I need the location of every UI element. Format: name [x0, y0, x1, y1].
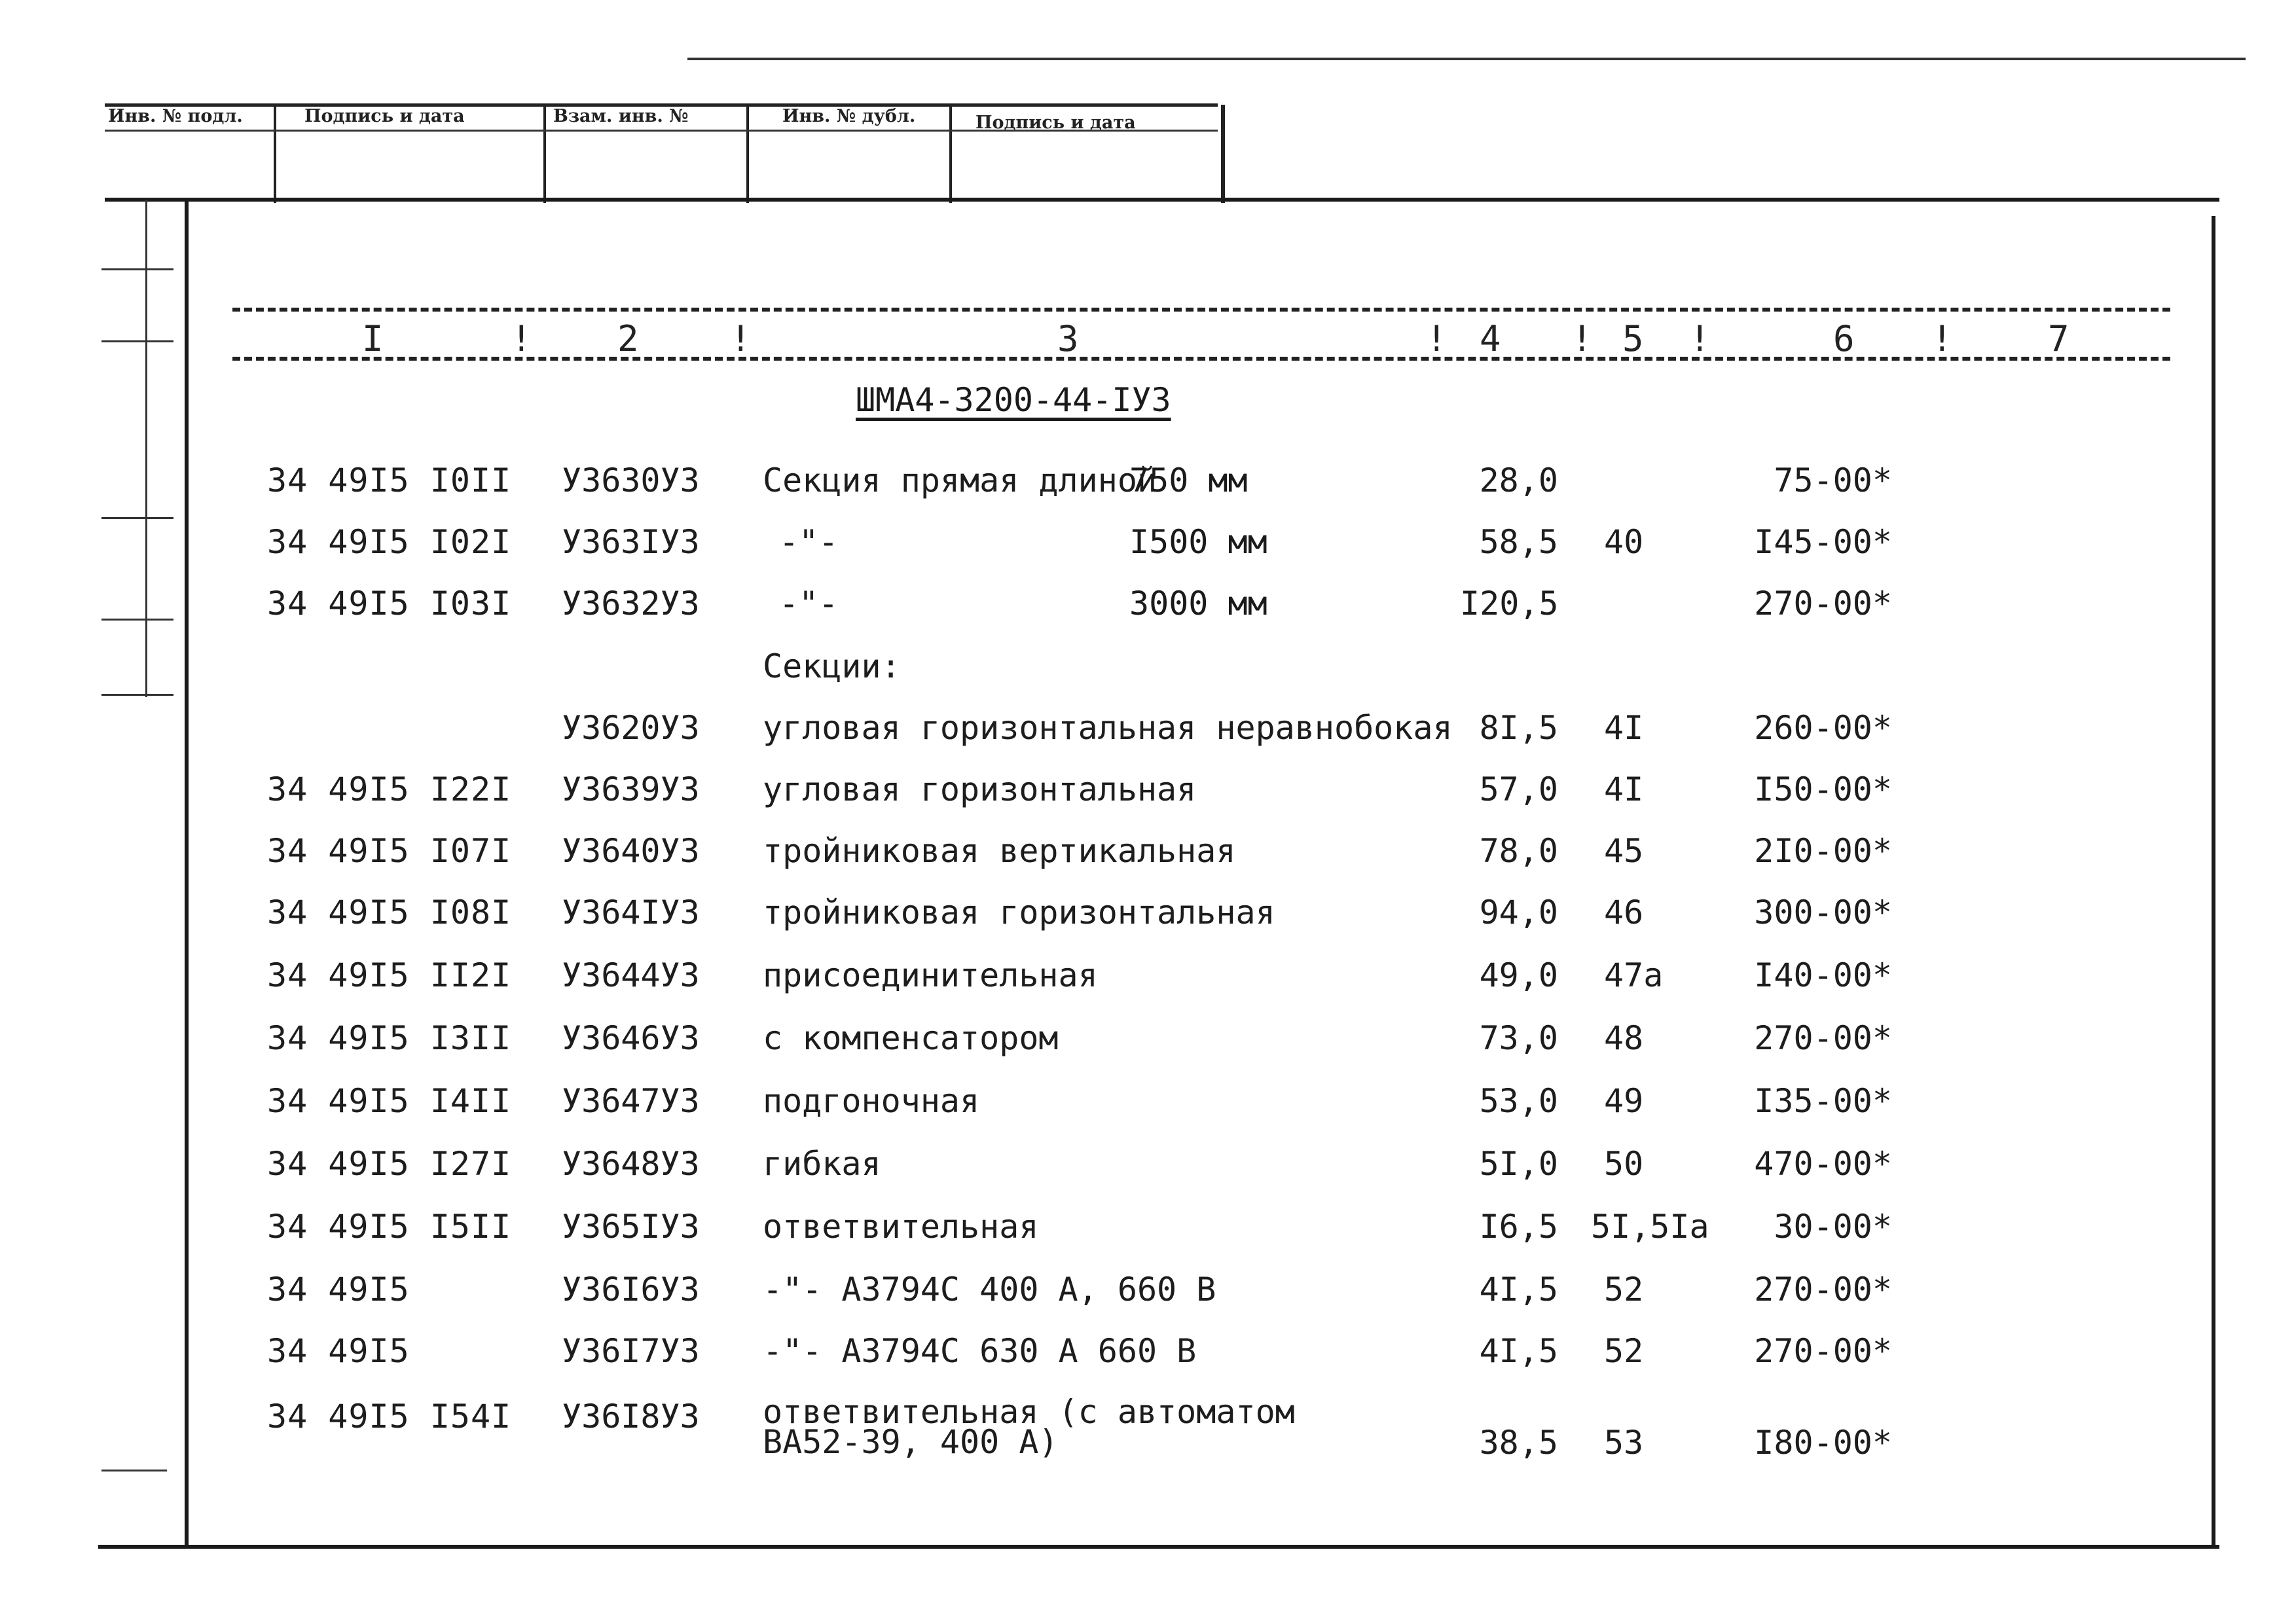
cell-type: У3632У3 [562, 585, 700, 623]
cell-code: 34 49I5 I5II [267, 1208, 512, 1246]
cell-sheet: 4I [1604, 709, 1644, 747]
cell-sheet: 5I,5Ia [1591, 1208, 1709, 1246]
column-separator: ! [1689, 318, 1711, 359]
column-header-4: 4 [1480, 318, 1501, 359]
cell-mass: 38,5 [1479, 1424, 1558, 1462]
cell-sheet: 50 [1604, 1145, 1644, 1183]
cell-code: 34 49I5 [267, 1271, 410, 1308]
cell-price: 270-00* [1754, 585, 1892, 623]
cell-price: 30-00* [1774, 1208, 1892, 1246]
column-header-6: 6 [1833, 318, 1855, 359]
cell-description-line-1: ответвительная (с автоматом [763, 1393, 1295, 1431]
cell-sheet: 52 [1604, 1271, 1644, 1308]
cell-mass: 28,0 [1479, 461, 1558, 499]
cell-code: 34 49I5 II2I [267, 956, 512, 994]
cell-type: У3644У3 [562, 956, 700, 994]
cell-mass: I20,5 [1460, 585, 1559, 623]
cell-dimension: I500 мм [1129, 523, 1267, 561]
cell-code: 34 49I5 I08I [267, 893, 512, 931]
cell-description: Секция прямая длиной [763, 461, 1157, 499]
cell-description: гибкая [763, 1145, 881, 1183]
cell-mass: 94,0 [1479, 893, 1558, 931]
cell-type: У363IУ3 [562, 523, 700, 561]
cell-code: 34 49I5 I0II [267, 461, 512, 499]
section-title: ШМА4-3200-44-IУ3 [856, 381, 1171, 419]
cell-type: У36I7У3 [562, 1332, 700, 1370]
cell-type: У3639У3 [562, 770, 700, 808]
cell-sheet: 46 [1604, 893, 1644, 931]
cell-type: У36I8У3 [562, 1398, 700, 1435]
cell-description: -"- А3794С 630 А 660 В [763, 1332, 1197, 1370]
cell-price: I80-00* [1754, 1424, 1892, 1462]
binding-strip-hline-1 [101, 268, 173, 270]
column-header-5: 5 [1622, 318, 1644, 359]
cell-mass: 73,0 [1479, 1019, 1558, 1057]
cell-code: 34 49I5 I03I [267, 585, 512, 623]
cell-description: присоединительная [763, 956, 1098, 994]
cell-mass: 49,0 [1479, 956, 1558, 994]
stamp-divider-4 [949, 105, 952, 203]
cell-sheet: 40 [1604, 523, 1644, 561]
cell-type: У365IУ3 [562, 1208, 700, 1246]
cell-code: 34 49I5 I07I [267, 832, 512, 870]
table-row [0, 893, 2296, 945]
cell-description: подгоночная [763, 1082, 980, 1120]
table-row [0, 770, 2296, 822]
cell-description: с компенсатором [763, 1019, 1059, 1057]
cell-sheet: 53 [1604, 1424, 1644, 1462]
cell-mass: 4I,5 [1479, 1271, 1558, 1308]
stamp-label-podpis-2: Подпись и дата [975, 113, 1136, 133]
table-row [0, 647, 2296, 699]
binding-strip-hline-2 [101, 340, 173, 342]
cell-description: -"- [779, 523, 839, 561]
cell-price: 470-00* [1754, 1145, 1892, 1183]
cell-price: 270-00* [1754, 1332, 1892, 1370]
table-row [0, 1270, 2296, 1322]
column-separator: ! [1571, 318, 1593, 359]
cell-sheet: 45 [1604, 832, 1644, 870]
cell-price: 75-00* [1774, 461, 1892, 499]
header-dashed-line-top [232, 308, 2170, 312]
cell-dimension: 750 мм [1129, 461, 1248, 499]
cell-price: 260-00* [1754, 709, 1892, 747]
cell-description: угловая горизонтальная [763, 770, 1197, 808]
cell-sheet: 52 [1604, 1332, 1644, 1370]
column-separator: ! [1426, 318, 1448, 359]
cell-code: 34 49I5 I02I [267, 523, 512, 561]
cell-type: У364IУ3 [562, 893, 700, 931]
cell-mass: 78,0 [1479, 832, 1558, 870]
cell-description-line-2: ВА52-39, 400 А) [763, 1423, 1059, 1461]
cell-code: 34 49I5 [267, 1332, 410, 1370]
binding-strip-hline-3 [101, 517, 173, 519]
top-border-line [687, 58, 2246, 60]
stamp-divider-2 [543, 105, 546, 203]
column-header-1: I [362, 318, 384, 359]
cell-price: 2I0-00* [1754, 832, 1892, 870]
cell-mass: I6,5 [1479, 1208, 1558, 1246]
table-row [0, 522, 2296, 575]
cell-mass: 8I,5 [1479, 709, 1558, 747]
cell-description: -"- [779, 585, 839, 623]
cell-description: -"- А3794С 400 А, 660 В [763, 1271, 1216, 1308]
stamp-label-vzam-inv: Взам. инв. № [553, 106, 689, 126]
stamp-label-inv-dubl: Инв. № дубл. [782, 106, 916, 126]
column-header-2: 2 [617, 318, 639, 359]
cell-dimension: 3000 мм [1129, 585, 1267, 623]
stamp-label-underline [105, 130, 1218, 132]
cell-type: У3646У3 [562, 1019, 700, 1057]
cell-mass: 53,0 [1479, 1082, 1558, 1120]
cell-code: 34 49I5 I22I [267, 770, 512, 808]
table-row [0, 708, 2296, 761]
stamp-label-podpis-1: Подпись и дата [304, 106, 465, 126]
table-row [0, 1144, 2296, 1197]
cell-type: У3630У3 [562, 461, 700, 499]
cell-mass: 5I,0 [1479, 1145, 1558, 1183]
column-separator: ! [1931, 318, 1953, 359]
column-separator: ! [511, 318, 532, 359]
cell-price: I50-00* [1754, 770, 1892, 808]
cell-code: 34 49I5 I4II [267, 1082, 512, 1120]
cell-description: Секции: [763, 647, 901, 685]
cell-mass: 57,0 [1479, 770, 1558, 808]
table-row [0, 1081, 2296, 1134]
cell-price: 270-00* [1754, 1019, 1892, 1057]
cell-type: У3648У3 [562, 1145, 700, 1183]
stamp-divider-5 [1221, 105, 1225, 203]
table-row [0, 1207, 2296, 1259]
cell-description: ответвительная [763, 1208, 1039, 1246]
cell-mass: 58,5 [1479, 523, 1558, 561]
cell-price: I40-00* [1754, 956, 1892, 994]
cell-sheet: 4I [1604, 770, 1644, 808]
cell-type: У36I6У3 [562, 1271, 700, 1308]
table-row [0, 461, 2296, 513]
cell-sheet: 49 [1604, 1082, 1644, 1120]
cell-price: I35-00* [1754, 1082, 1892, 1120]
cell-code: 34 49I5 I3II [267, 1019, 512, 1057]
cell-type: У3640У3 [562, 832, 700, 870]
table-row [0, 1393, 2296, 1482]
cell-description: тройниковая горизонтальная [763, 893, 1275, 931]
column-separator: ! [730, 318, 752, 359]
table-row [0, 1331, 2296, 1384]
frame-top-line [105, 198, 2219, 202]
cell-type: У3647У3 [562, 1082, 700, 1120]
table-row [0, 956, 2296, 1008]
stamp-divider-1 [274, 105, 276, 203]
cell-mass: 4I,5 [1479, 1332, 1558, 1370]
cell-description: угловая горизонтальная неравнобокая [763, 709, 1453, 747]
stamp-divider-3 [746, 105, 749, 203]
table-row [0, 831, 2296, 884]
cell-price: I45-00* [1754, 523, 1892, 561]
table-row [0, 584, 2296, 636]
cell-description: тройниковая вертикальная [763, 832, 1236, 870]
cell-sheet: 48 [1604, 1019, 1644, 1057]
cell-price: 300-00* [1754, 893, 1892, 931]
cell-price: 270-00* [1754, 1271, 1892, 1308]
column-header-3: 3 [1057, 318, 1079, 359]
cell-code: 34 49I5 I54I [267, 1398, 512, 1435]
cell-type: У3620У3 [562, 709, 700, 747]
column-header-7: 7 [2048, 318, 2069, 359]
frame-bottom-line [98, 1545, 2219, 1549]
cell-code: 34 49I5 I27I [267, 1145, 512, 1183]
cell-sheet: 47a [1604, 956, 1664, 994]
stamp-label-inv-podl: Инв. № подл. [108, 106, 243, 126]
table-row [0, 1019, 2296, 1071]
